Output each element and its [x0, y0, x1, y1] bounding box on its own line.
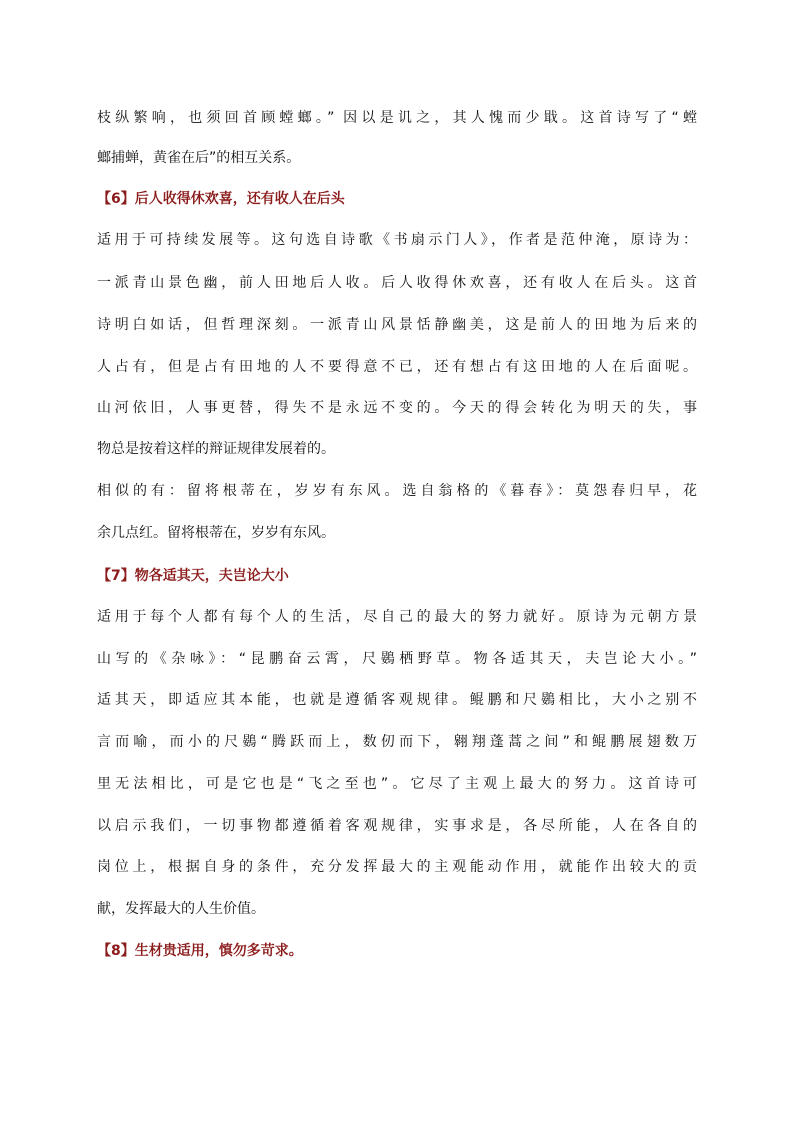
paragraph-line: 言而喻，而小的尺鷃“腾跃而上，数仞而下，翱翔蓬蒿之间”和鲲鹏展翅数万: [97, 734, 697, 750]
paragraph-line: 物总是按着这样的辩证规律发展着的。: [97, 441, 335, 457]
paragraph-line: 里无法相比，可是它也是“飞之至也”。它尽了主观上最大的努力。这首诗可: [97, 776, 697, 792]
paragraph-line: 适用于每个人都有每个人的生活，尽自己的最大的努力就好。原诗为元朝方景: [97, 609, 697, 625]
paragraph-line: 螂捕蝉，黄雀在后”的相互关系。: [97, 150, 301, 166]
paragraph-line: 适用于可持续发展等。这句选自诗歌《书扇示门人》，作者是范仲淹，原诗为：: [97, 232, 697, 248]
section-heading: 【8】生材贵适用，慎勿多苛求。: [97, 943, 303, 959]
paragraph-line: 人占有，但是占有田地的人不要得意不已，还有想占有这田地的人在后面呢。: [97, 359, 697, 375]
paragraph-line: 以启示我们，一切事物都遵循着客观规律，实事求是，各尽所能，人在各自的: [97, 818, 697, 834]
section-heading: 【7】物各适其天，夫岂论大小: [97, 568, 289, 584]
paragraph-line: 一派青山景色幽，前人田地后人收。后人收得休欢喜，还有收人在后头。这首: [97, 275, 697, 291]
section-heading: 【6】后人收得休欢喜，还有收人在后头: [97, 191, 345, 207]
paragraph-line: 山写的《杂咏》：“昆鹏奋云霄，尺鷃栖野草。物各适其天，夫岂论大小。”: [97, 651, 697, 667]
paragraph-line: 枝纵繁响，也须回首顾螳螂。” 因以是讥之，其人愧而少戢。这首诗写了“螳: [97, 110, 697, 126]
paragraph-line: 山河依旧，人事更替，得失不是永远不变的。今天的得会转化为明天的失，事: [97, 400, 697, 416]
paragraph-line: 岗位上，根据自身的条件，充分发挥最大的主观能动作用，就能作出较大的贡: [97, 859, 697, 875]
paragraph-line: 献，发挥最大的人生价值。: [97, 901, 265, 917]
paragraph-line: 相似的有：留将根蒂在，岁岁有东风。选自翁格的《暮春》：莫怨春归早，花: [97, 483, 697, 499]
paragraph-line: 诗明白如话，但哲理深刻。一派青山风景恬静幽美，这是前人的田地为后来的: [97, 317, 697, 333]
paragraph-line: 适其天，即适应其本能，也就是遵循客观规律。鲲鹏和尺鷃相比，大小之别不: [97, 692, 697, 708]
paragraph-line: 余几点红。留将根蒂在，岁岁有东风。: [97, 525, 335, 541]
